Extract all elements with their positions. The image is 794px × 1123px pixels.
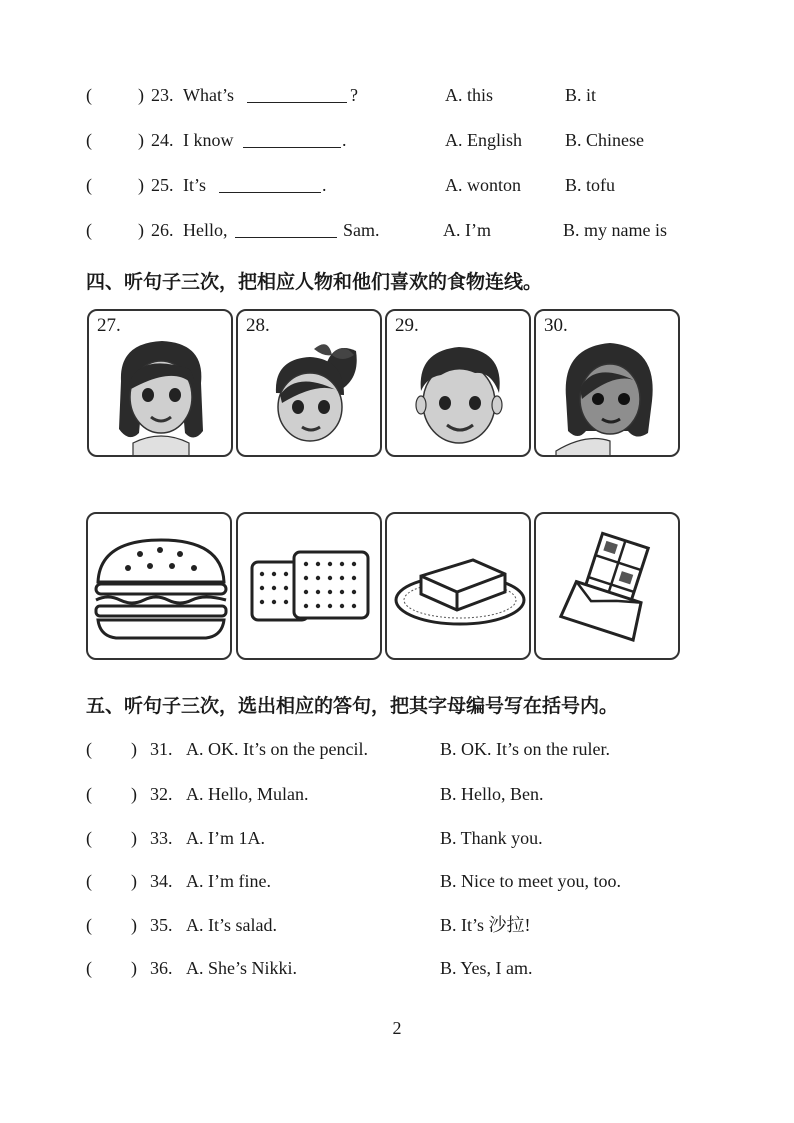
answer-paren-left[interactable]: ( <box>86 784 92 804</box>
question-stem-end: . <box>342 130 347 150</box>
question-row-26 <box>0 215 794 245</box>
question-row-35 <box>0 910 794 940</box>
question-number: 24. <box>151 130 174 150</box>
food-card-chocolate[interactable] <box>534 512 680 660</box>
answer-paren-right: ) <box>131 828 137 848</box>
option-a: A. She’s Nikki. <box>186 958 298 978</box>
person-card-28[interactable] <box>236 309 382 457</box>
answer-paren-right: ) <box>138 130 144 150</box>
answer-paren-left[interactable]: ( <box>86 130 92 150</box>
question-stem: What’s <box>183 85 234 105</box>
question-number: 33. <box>150 828 173 848</box>
question-number: 26. <box>151 220 174 240</box>
question-row-31 <box>0 734 794 764</box>
option-b: B. OK. It’s on the ruler. <box>440 739 610 759</box>
answer-paren-right: ) <box>131 739 137 759</box>
option-a: A. I’m <box>443 220 491 240</box>
question-number: 23. <box>151 85 174 105</box>
person-number: 30. <box>544 315 568 336</box>
question-number: 25. <box>151 175 174 195</box>
option-b: B. Chinese <box>565 130 644 150</box>
tofu-icon <box>387 514 531 660</box>
food-card-tofu[interactable] <box>385 512 531 660</box>
answer-paren-right: ) <box>138 220 144 240</box>
answer-paren-left[interactable]: ( <box>86 958 92 978</box>
answer-paren-left[interactable]: ( <box>86 739 92 759</box>
answer-paren-left[interactable]: ( <box>86 915 92 935</box>
question-row-33 <box>0 823 794 853</box>
question-stem-end: . <box>322 175 327 195</box>
answer-blank[interactable] <box>235 217 337 238</box>
answer-paren-left[interactable]: ( <box>86 85 92 105</box>
answer-blank[interactable] <box>243 127 341 148</box>
person-card-29[interactable] <box>385 309 531 457</box>
answer-paren-left[interactable]: ( <box>86 220 92 240</box>
page-number: 2 <box>392 1018 402 1038</box>
question-row-24 <box>0 125 794 155</box>
question-stem: Hello, <box>183 220 228 240</box>
option-b: B. Nice to meet you, too. <box>440 871 621 891</box>
option-a: A. wonton <box>445 175 521 195</box>
answer-paren-right: ) <box>138 175 144 195</box>
option-b: B. Hello, Ben. <box>440 784 544 804</box>
question-stem: I know <box>183 130 234 150</box>
option-a: A. I’m 1A. <box>186 828 265 848</box>
question-number: 32. <box>150 784 173 804</box>
question-row-25 <box>0 170 794 200</box>
section-4-heading: 四、听句子三次，把相应人物和他们喜欢的食物连线。 <box>86 271 543 293</box>
answer-paren-right: ) <box>131 958 137 978</box>
answer-paren-right: ) <box>131 915 137 935</box>
answer-paren-right: ) <box>138 85 144 105</box>
question-number: 35. <box>150 915 173 935</box>
answer-paren-right: ) <box>131 871 137 891</box>
option-b: B. Thank you. <box>440 828 543 848</box>
option-a: A. this <box>445 85 494 105</box>
answer-paren-right: ) <box>131 784 137 804</box>
answer-paren-left[interactable]: ( <box>86 828 92 848</box>
hamburger-icon <box>88 514 232 660</box>
person-number: 27. <box>97 315 121 336</box>
option-b: B. my name is <box>563 220 667 240</box>
option-a: A. OK. It’s on the pencil. <box>186 739 368 759</box>
option-b: B. tofu <box>565 175 616 195</box>
person-number: 28. <box>246 315 270 336</box>
option-a: A. Hello, Mulan. <box>186 784 309 804</box>
answer-blank[interactable] <box>247 82 347 103</box>
question-row-23 <box>0 80 794 110</box>
option-a: A. It’s salad. <box>186 915 277 935</box>
person-number: 29. <box>395 315 419 336</box>
food-card-hamburger[interactable] <box>86 512 232 660</box>
question-number: 34. <box>150 871 173 891</box>
answer-blank[interactable] <box>219 172 321 193</box>
option-a: A. I’m fine. <box>186 871 271 891</box>
food-card-biscuits[interactable] <box>236 512 382 660</box>
option-b: B. It’s 沙拉! <box>440 915 531 935</box>
section-5-heading: 五、听句子三次，选出相应的答句，把其字母编号写在括号内。 <box>86 695 619 717</box>
question-number: 31. <box>150 739 173 759</box>
biscuits-icon <box>238 514 382 660</box>
option-a: A. English <box>445 130 523 150</box>
question-stem-end: Sam. <box>343 220 380 240</box>
question-stem: It’s <box>183 175 207 195</box>
question-number: 36. <box>150 958 173 978</box>
question-row-34 <box>0 866 794 896</box>
chocolate-icon <box>536 514 680 660</box>
answer-paren-left[interactable]: ( <box>86 871 92 891</box>
question-stem-end: ? <box>350 85 358 105</box>
option-b: B. it <box>565 85 597 105</box>
question-row-36 <box>0 953 794 983</box>
option-b: B. Yes, I am. <box>440 958 533 978</box>
question-row-32 <box>0 779 794 809</box>
person-card-27[interactable] <box>87 309 233 457</box>
answer-paren-left[interactable]: ( <box>86 175 92 195</box>
person-card-30[interactable] <box>534 309 680 457</box>
